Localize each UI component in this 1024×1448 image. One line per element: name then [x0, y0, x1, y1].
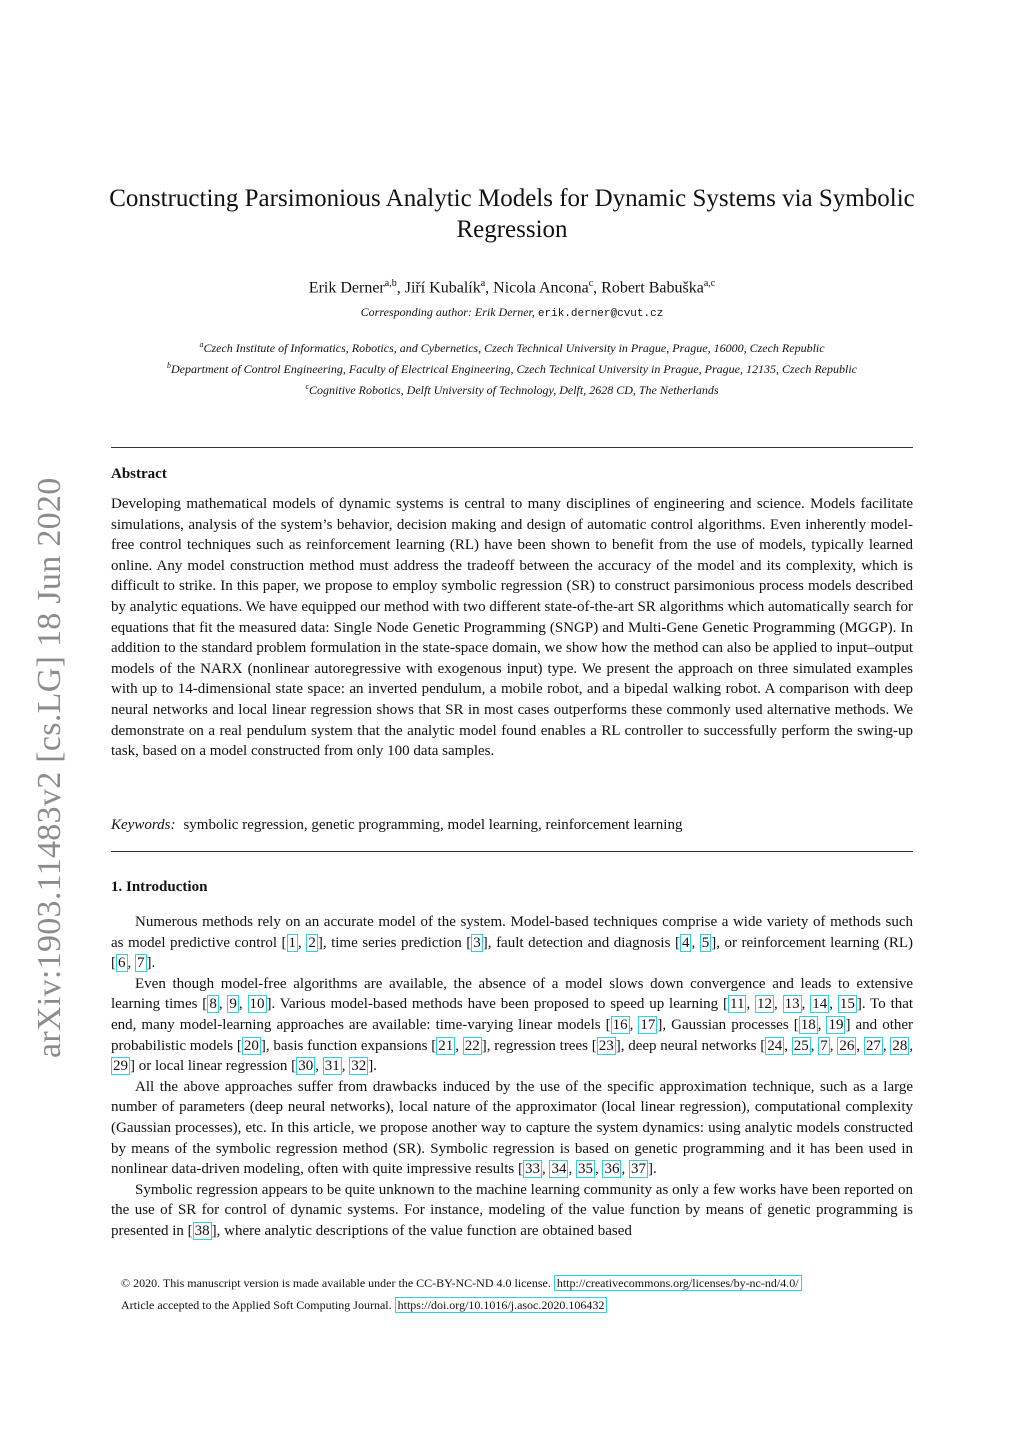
author-affil-mark: a,b	[384, 278, 397, 289]
citation-link[interactable]: 11	[730, 996, 745, 1013]
paragraph-text: ,	[817, 1016, 827, 1033]
citation-link[interactable]: 36	[604, 1161, 620, 1178]
affiliations	[100, 336, 924, 399]
author-affil-mark: a,c	[703, 278, 716, 289]
paragraph-text: ].	[368, 1058, 377, 1075]
citation-link[interactable]: 32	[351, 1058, 367, 1075]
citation-link[interactable]: 38	[194, 1222, 210, 1239]
accepted-line	[121, 1294, 921, 1316]
paragraph-text: ,	[810, 1037, 819, 1054]
citation-link[interactable]: 6	[118, 955, 126, 972]
intro-paragraph	[111, 974, 913, 1077]
paragraph-text: Numerous methods rely on an accurate model of the system. Model-based techniques comprise a wide variety of methods such as model predictive control [	[111, 914, 913, 951]
citation-link[interactable]: 12	[757, 996, 773, 1013]
citation-link[interactable]: 22	[464, 1037, 480, 1054]
license-text: © 2020. This manuscript version is made available under the CC-BY-NC-ND 4.0 license.	[121, 1276, 551, 1290]
paragraph-text: ,	[315, 1058, 323, 1075]
affiliation-mark: a	[199, 340, 204, 349]
corresponding-author	[100, 303, 924, 323]
affiliation-line	[100, 336, 924, 357]
doi-link[interactable]: https://doi.org/10.1016/j.asoc.2020.106432	[395, 1297, 608, 1313]
affiliation-line	[100, 378, 924, 399]
paragraph-text: ,	[298, 934, 307, 951]
author-name: Erik Derner	[308, 279, 385, 297]
citation-link[interactable]: 17	[640, 1016, 656, 1033]
citation-link[interactable]: 7	[820, 1037, 828, 1054]
introduction-body	[111, 912, 913, 1242]
paragraph-text: ,	[629, 1016, 639, 1033]
paragraph-text: All the above approaches suffer from drawbacks induced by the use of the specific approximation technique, such as a large number of parameters (deep neural networks), local nature of the approximator (local linear regression), computational complexity (Gaussian processes), etc. In this article, we propose another way to capture the system dynamics: using analytic models constructed by means of the symbolic regression method (SR). Symbolic regression is based on genetic programming and it has been used in nonlinear data-driven modeling, often with quite impressive results [	[111, 1078, 913, 1178]
author-name: Nicola Ancona	[493, 279, 589, 297]
citation-link[interactable]: 23	[598, 1037, 614, 1054]
paper-title: Constructing Parsimonious Analytic Models for Dynamic Systems via Symbolic Regression	[109, 185, 915, 243]
citation-link[interactable]: 7	[137, 955, 145, 972]
paragraph-text: ,	[218, 996, 228, 1013]
citation-link[interactable]: 34	[551, 1161, 567, 1178]
corresponding-email[interactable]: erik.derner@cvut.cz	[537, 308, 664, 320]
paragraph-text: ,	[594, 1161, 603, 1178]
paragraph-text: ], Gaussian processes [	[657, 1016, 799, 1033]
keywords-label: Keywords:	[111, 817, 176, 833]
paragraph-text: ], time series prediction [	[317, 934, 472, 951]
arxiv-identifier-stamp: arXiv:1903.11483v2 [cs.LG] 18 Jun 2020	[31, 477, 68, 1058]
citation-link[interactable]: 5	[701, 934, 710, 951]
paragraph-text: ], deep neural networks [	[615, 1037, 766, 1054]
paragraph-text: ] or local linear regression [	[130, 1058, 297, 1075]
paragraph-text: ]. To that end, many model-learning approaches are available: time-varying linear models [	[111, 996, 914, 1033]
abstract-bottom-divider	[111, 851, 913, 852]
accepted-text: Article accepted to the Applied Soft Computing Journal.	[121, 1298, 392, 1312]
paragraph-text: ,	[856, 1037, 864, 1054]
author-affil-mark: c	[588, 278, 594, 289]
paragraph-text: ].	[146, 955, 156, 972]
citation-link[interactable]: 24	[767, 1037, 783, 1054]
citation-link[interactable]: 2	[308, 934, 316, 951]
citation-link[interactable]: 13	[784, 996, 800, 1013]
citation-link[interactable]: 30	[298, 1058, 314, 1075]
corresponding-label: Corresponding author: Erik Derner,	[360, 305, 535, 319]
author-name: Robert Babuška	[601, 279, 704, 297]
affiliation-text: Department of Control Engineering, Faculty of Electrical Engineering, Czech Technical University in Prague, Prague, 12135, Czech Republic	[171, 362, 857, 376]
license-link[interactable]: http://creativecommons.org/licenses/by-nc-nd/4.0/	[554, 1275, 802, 1291]
paragraph-text: ,	[238, 996, 248, 1013]
paragraph-text: ,	[568, 1161, 576, 1178]
citation-link[interactable]: 3	[473, 934, 481, 951]
citation-link[interactable]: 8	[209, 996, 217, 1013]
paragraph-text: ].	[647, 1161, 657, 1178]
paragraph-text: ,	[774, 996, 783, 1013]
citation-link[interactable]: 14	[812, 996, 828, 1013]
paragraph-text: ,	[829, 1037, 838, 1054]
paragraph-text: ], fault detection and diagnosis [	[482, 934, 680, 951]
paragraph-text: ,	[829, 996, 838, 1013]
paragraph-text: ,	[621, 1161, 629, 1178]
paragraph-text: ], basis function expansions [	[260, 1037, 437, 1054]
citation-link[interactable]: 27	[865, 1037, 881, 1054]
abstract-text: Developing mathematical models of dynamic systems is central to many disciplines of engineering and science. Models facilitate simulations, analysis of the system’s behavior, decision making and design of automatic control algorithms. Even inherently model-free control techniques such as reinforcement learning (RL) have been shown to benefit from the use of models, typically learned online. Any model construction method must address the tradeoff between the accuracy of the model and its complexity, which is difficult to strike. In this paper, we propose to employ symbolic regression (SR) to construct parsimonious process models described by analytic equations. We have equipped our method with two different state-of-the-art SR algorithms which automatically search for equations that fit the measured data: Single Node Genetic Programming (SNGP) and Multi-Gene Genetic Programming (MGGP). In addition to the standard problem formulation in the state-space domain, we show how the method can also be applied to input–output models of the NARX (nonlinear autoregressive with exogenous input) type. We present the approach on three simulated examples with up to 14-dimensional state space: an inverted pendulum, a mobile robot, and a bipedal walking robot. A comparison with deep neural networks and local linear regression shows that SR in most cases outperforms these commonly used alternative methods. We demonstrate on a real pendulum system that the analytic model found enables a RL controller to successfully perform the swing-up task, based on a model constructed from only 100 data samples.	[111, 496, 913, 760]
paragraph-text: Symbolic regression appears to be quite unknown to the machine learning community as only a few works have been reported on the use of SR for control of dynamic systems. For instance, modeling of the value function by means of genetic programming is presented in [	[111, 1181, 913, 1239]
citation-link[interactable]: 35	[577, 1161, 593, 1178]
paragraph-text: ,	[127, 955, 135, 972]
citation-link[interactable]: 28	[892, 1037, 908, 1054]
paragraph-text: ,	[801, 996, 811, 1013]
citation-link[interactable]: 37	[630, 1161, 646, 1178]
citation-link[interactable]: 26	[839, 1037, 855, 1054]
citation-link[interactable]: 25	[793, 1037, 809, 1054]
affiliation-mark: c	[305, 382, 310, 391]
affiliation-text: Cognitive Robotics, Delft University of Technology, Delft, 2628 CD, The Netherlands	[309, 383, 719, 397]
license-line	[121, 1272, 921, 1294]
intro-paragraph	[111, 912, 913, 974]
citation-link[interactable]: 18	[800, 1016, 816, 1033]
abstract-top-divider	[111, 447, 913, 448]
paragraph-text: ,	[882, 1037, 891, 1054]
keywords-text: symbolic regression, genetic programming, model learning, reinforcement learning	[183, 817, 683, 833]
paragraph-text: ,	[746, 996, 756, 1013]
author-list: Erik Derner$^{a,b}$, Jiří Kubalík$^a$, Nicola Ancona$^c$, Robert Babuška$^{a,c}$	[308, 278, 716, 297]
paragraph-text: ,	[341, 1058, 350, 1075]
keywords-line	[111, 815, 913, 835]
citation-link[interactable]: 9	[229, 996, 237, 1013]
paragraph-text: ], or reinforcement learning (RL) [	[111, 934, 913, 972]
affiliation-line	[100, 357, 924, 378]
paragraph-text: ,	[909, 1037, 914, 1054]
paragraph-text: ] and other probabilistic models [	[111, 1016, 914, 1054]
citation-link[interactable]: 21	[438, 1037, 454, 1054]
citation-link[interactable]: 33	[524, 1161, 540, 1178]
citation-link[interactable]: 31	[324, 1058, 340, 1075]
page-footer	[121, 1272, 921, 1316]
abstract-heading: Abstract	[111, 466, 167, 482]
paragraph-text: ]. Various model-based methods have been proposed to speed up learning [	[266, 996, 728, 1013]
citation-link[interactable]: 15	[839, 996, 855, 1013]
paragraph-text: ], regression trees [	[481, 1037, 597, 1054]
section-heading-introduction: 1. Introduction	[111, 879, 208, 895]
citation-link[interactable]: 1	[288, 934, 297, 951]
paragraph-text: ], where analytic descriptions of the value function are obtained based	[211, 1222, 632, 1239]
paragraph-text: ,	[455, 1037, 463, 1054]
citation-link[interactable]: 29	[113, 1058, 128, 1075]
citation-link[interactable]: 10	[249, 996, 265, 1013]
citation-link[interactable]: 19	[828, 1016, 844, 1033]
paragraph-text: Even though model-free algorithms are available, the absence of a model slows down convergence and leads to extensive learning times [	[111, 975, 913, 1013]
intro-paragraph	[111, 1180, 913, 1242]
affiliation-text: Czech Institute of Informatics, Robotics, and Cybernetics, Czech Technical University in Prague, Prague, 16000, Czech Republic	[203, 341, 825, 355]
intro-paragraph	[111, 1077, 913, 1180]
paragraph-text: ,	[784, 1037, 792, 1054]
author-affil-mark: a	[480, 278, 486, 289]
citation-link[interactable]: 20	[243, 1037, 259, 1054]
paragraph-text: ,	[691, 934, 700, 951]
affiliation-mark: b	[167, 361, 171, 370]
author-name: Jiří Kubalík	[404, 279, 481, 297]
citation-link[interactable]: 16	[612, 1016, 628, 1033]
citation-link[interactable]: 4	[681, 934, 690, 951]
paragraph-text: ,	[541, 1161, 550, 1178]
